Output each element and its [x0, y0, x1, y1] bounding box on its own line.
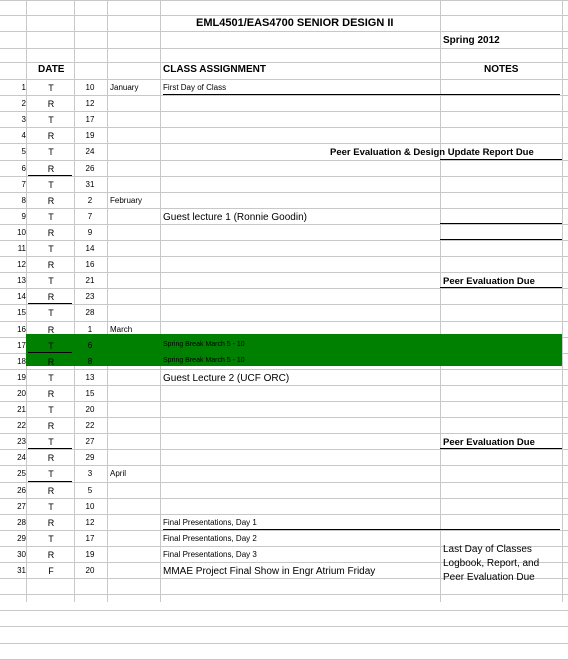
weekday-cell: T — [48, 147, 54, 157]
weekday-cell: R — [47, 389, 55, 399]
day-cell: 20 — [85, 405, 95, 414]
row-number: 13 — [17, 276, 26, 285]
row-number: 31 — [17, 566, 26, 575]
weekday-cell: F — [48, 566, 54, 576]
day-cell: 10 — [85, 83, 95, 92]
weekday-cell: R — [47, 260, 55, 270]
day-cell: 2 — [87, 196, 93, 205]
row-number: 27 — [17, 502, 26, 511]
weekday-cell: R — [47, 518, 55, 528]
day-cell: 31 — [85, 180, 95, 189]
day-cell: 22 — [85, 421, 95, 430]
assignment-cell: Guest Lecture 2 (UCF ORC) — [163, 373, 290, 384]
day-cell: 20 — [85, 566, 95, 575]
grid-hline — [0, 240, 568, 241]
date-underline — [28, 481, 72, 482]
grid-hline — [0, 321, 568, 322]
weekday-cell: R — [47, 453, 55, 463]
row-number: 3 — [21, 115, 26, 124]
weekday-cell: T — [48, 115, 54, 125]
grid-hline — [0, 433, 568, 434]
spring-break-highlight — [26, 334, 562, 366]
notes-underline — [440, 448, 562, 449]
day-cell: 19 — [85, 550, 95, 559]
month-cell: February — [110, 196, 143, 205]
row-number: 6 — [21, 164, 26, 173]
day-cell: 3 — [87, 469, 93, 478]
row-number: 22 — [17, 421, 26, 430]
grid-hline — [0, 224, 568, 225]
grid-hline — [0, 514, 568, 515]
grid-hline — [0, 48, 568, 49]
row-number: 23 — [17, 437, 26, 446]
row-number: 26 — [17, 486, 26, 495]
grid-hline — [0, 111, 568, 112]
grid-hline — [0, 385, 568, 386]
row-number: 7 — [21, 180, 26, 189]
grid-hline — [0, 594, 568, 595]
weekday-cell: T — [48, 83, 54, 93]
assignment-cell: First Day of Class — [163, 83, 227, 92]
weekday-cell: R — [47, 357, 55, 367]
grid-hline — [0, 417, 568, 418]
day-cell: 7 — [87, 212, 93, 221]
date-underline — [28, 352, 72, 353]
day-cell: 1 — [87, 325, 93, 334]
grid-hline — [0, 401, 568, 402]
weekday-cell: R — [47, 421, 55, 431]
assignment-underline — [163, 94, 560, 95]
day-cell: 13 — [85, 373, 95, 382]
grid-hline — [0, 482, 568, 483]
day-cell: 23 — [85, 292, 95, 301]
grid-hline — [0, 127, 568, 128]
grid-hline — [0, 192, 568, 193]
day-cell: 14 — [85, 244, 95, 253]
row-number: 1 — [21, 83, 26, 92]
grid-hline — [0, 256, 568, 257]
row-number: 28 — [17, 518, 26, 527]
weekday-cell: T — [48, 212, 54, 222]
term-label: Spring 2012 — [443, 35, 500, 46]
assignment-cell: Spring Break March 5 - 10 — [163, 357, 245, 364]
weekday-cell: R — [47, 196, 55, 206]
weekday-cell: T — [48, 180, 54, 190]
grid-hline — [0, 369, 568, 370]
final-note-1: Last Day of Classes — [443, 544, 532, 555]
note-cell: Peer Evaluation Due — [443, 276, 535, 287]
grid-hline — [0, 288, 568, 289]
weekday-cell: R — [47, 131, 55, 141]
grid-hline — [0, 79, 568, 80]
grid-vline — [160, 0, 161, 602]
weekday-cell: R — [47, 292, 55, 302]
month-cell: April — [110, 469, 127, 478]
row-number: 21 — [17, 405, 26, 414]
assignment-cell: Final Presentations, Day 2 — [163, 534, 257, 543]
grid-hline — [0, 530, 568, 531]
assignment-cell: Guest lecture 1 (Ronnie Goodin) — [163, 212, 307, 223]
weekday-cell: R — [47, 486, 55, 496]
grid-hline — [0, 31, 568, 32]
grid-hline — [0, 160, 568, 161]
day-cell: 19 — [85, 131, 95, 140]
day-cell: 9 — [87, 228, 93, 237]
row-number: 15 — [17, 308, 26, 317]
row-number: 29 — [17, 534, 26, 543]
notes-underline — [440, 159, 562, 160]
row-number: 5 — [21, 147, 26, 156]
day-cell: 5 — [87, 486, 93, 495]
row-number: 12 — [17, 260, 26, 269]
grid-hline — [0, 643, 568, 644]
grid-hline — [0, 304, 568, 305]
row-number: 20 — [17, 389, 26, 398]
day-cell: 21 — [85, 276, 95, 285]
row-number: 30 — [17, 550, 26, 559]
row-number: 18 — [17, 357, 26, 366]
grid-vline — [562, 0, 563, 602]
weekday-cell: R — [47, 550, 55, 560]
weekday-cell: T — [48, 502, 54, 512]
notes-underline — [440, 239, 562, 240]
day-cell: 15 — [85, 389, 95, 398]
day-cell: 8 — [87, 357, 93, 366]
day-cell: 12 — [85, 518, 95, 527]
final-note-3: Peer Evaluation Due — [443, 572, 535, 583]
row-number: 16 — [17, 325, 26, 334]
row-number: 24 — [17, 453, 26, 462]
day-cell: 6 — [87, 341, 93, 350]
notes-underline — [440, 287, 562, 288]
weekday-cell: T — [48, 308, 54, 318]
grid-hline — [0, 449, 568, 450]
date-underline — [28, 175, 72, 176]
grid-hline — [0, 176, 568, 177]
row-number: 11 — [17, 244, 26, 253]
assignment-cell: Spring Break March 5 - 10 — [163, 341, 245, 348]
grid-hline — [0, 626, 568, 627]
assignment-underline — [163, 529, 560, 530]
weekday-cell: T — [48, 534, 54, 544]
date-header: DATE — [38, 64, 65, 75]
weekday-cell: T — [48, 373, 54, 383]
grid-hline — [0, 95, 568, 96]
day-cell: 29 — [85, 453, 95, 462]
weekday-cell: T — [48, 341, 54, 351]
weekday-cell: T — [48, 244, 54, 254]
month-cell: March — [110, 325, 133, 334]
weekday-cell: R — [47, 228, 55, 238]
row-number: 4 — [21, 131, 26, 140]
grid-hline — [0, 272, 568, 273]
grid-hline — [0, 465, 568, 466]
weekday-cell: R — [47, 164, 55, 174]
assignment-cell: Final Presentations, Day 3 — [163, 550, 257, 559]
date-underline — [28, 303, 72, 304]
day-cell: 16 — [85, 260, 95, 269]
row-number: 19 — [17, 373, 26, 382]
grid-hline — [0, 62, 568, 63]
grid-hline — [0, 0, 568, 1]
weekday-cell: R — [47, 325, 55, 335]
day-cell: 24 — [85, 147, 95, 156]
day-cell: 12 — [85, 99, 95, 108]
day-cell: 10 — [85, 502, 95, 511]
notes-underline — [440, 223, 562, 224]
grid-hline — [0, 498, 568, 499]
page-title: EML4501/EAS4700 SENIOR DESIGN II — [196, 17, 394, 29]
row-number: 8 — [21, 196, 26, 205]
day-cell: 17 — [85, 534, 95, 543]
note-cell: Peer Evaluation & Design Update Report Due — [330, 147, 534, 158]
row-number: 2 — [21, 99, 26, 108]
assignment-cell: Final Presentations, Day 1 — [163, 518, 257, 527]
final-note-2: Logbook, Report, and — [443, 558, 540, 569]
assignment-cell: MMAE Project Final Show in Engr Atrium Friday — [163, 566, 376, 577]
grid-hline — [0, 143, 568, 144]
grid-hline — [0, 15, 568, 16]
row-number: 25 — [17, 469, 26, 478]
day-cell: 27 — [85, 437, 95, 446]
grid-hline — [0, 208, 568, 209]
row-number: 17 — [17, 341, 26, 350]
date-underline — [28, 448, 72, 449]
row-number: 10 — [17, 228, 26, 237]
grid-vline — [107, 0, 108, 602]
assignment-header: CLASS ASSIGNMENT — [163, 64, 266, 75]
weekday-cell: T — [48, 469, 54, 479]
row-number: 14 — [17, 292, 26, 301]
day-cell: 17 — [85, 115, 95, 124]
day-cell: 28 — [85, 308, 95, 317]
grid-hline — [0, 610, 568, 611]
row-number: 9 — [21, 212, 26, 221]
day-cell: 26 — [85, 164, 95, 173]
weekday-cell: T — [48, 276, 54, 286]
weekday-cell: T — [48, 437, 54, 447]
month-cell: January — [110, 83, 139, 92]
weekday-cell: T — [48, 405, 54, 415]
weekday-cell: R — [47, 99, 55, 109]
notes-header: NOTES — [484, 64, 519, 75]
grid-vline — [440, 0, 441, 602]
note-cell: Peer Evaluation Due — [443, 437, 535, 448]
